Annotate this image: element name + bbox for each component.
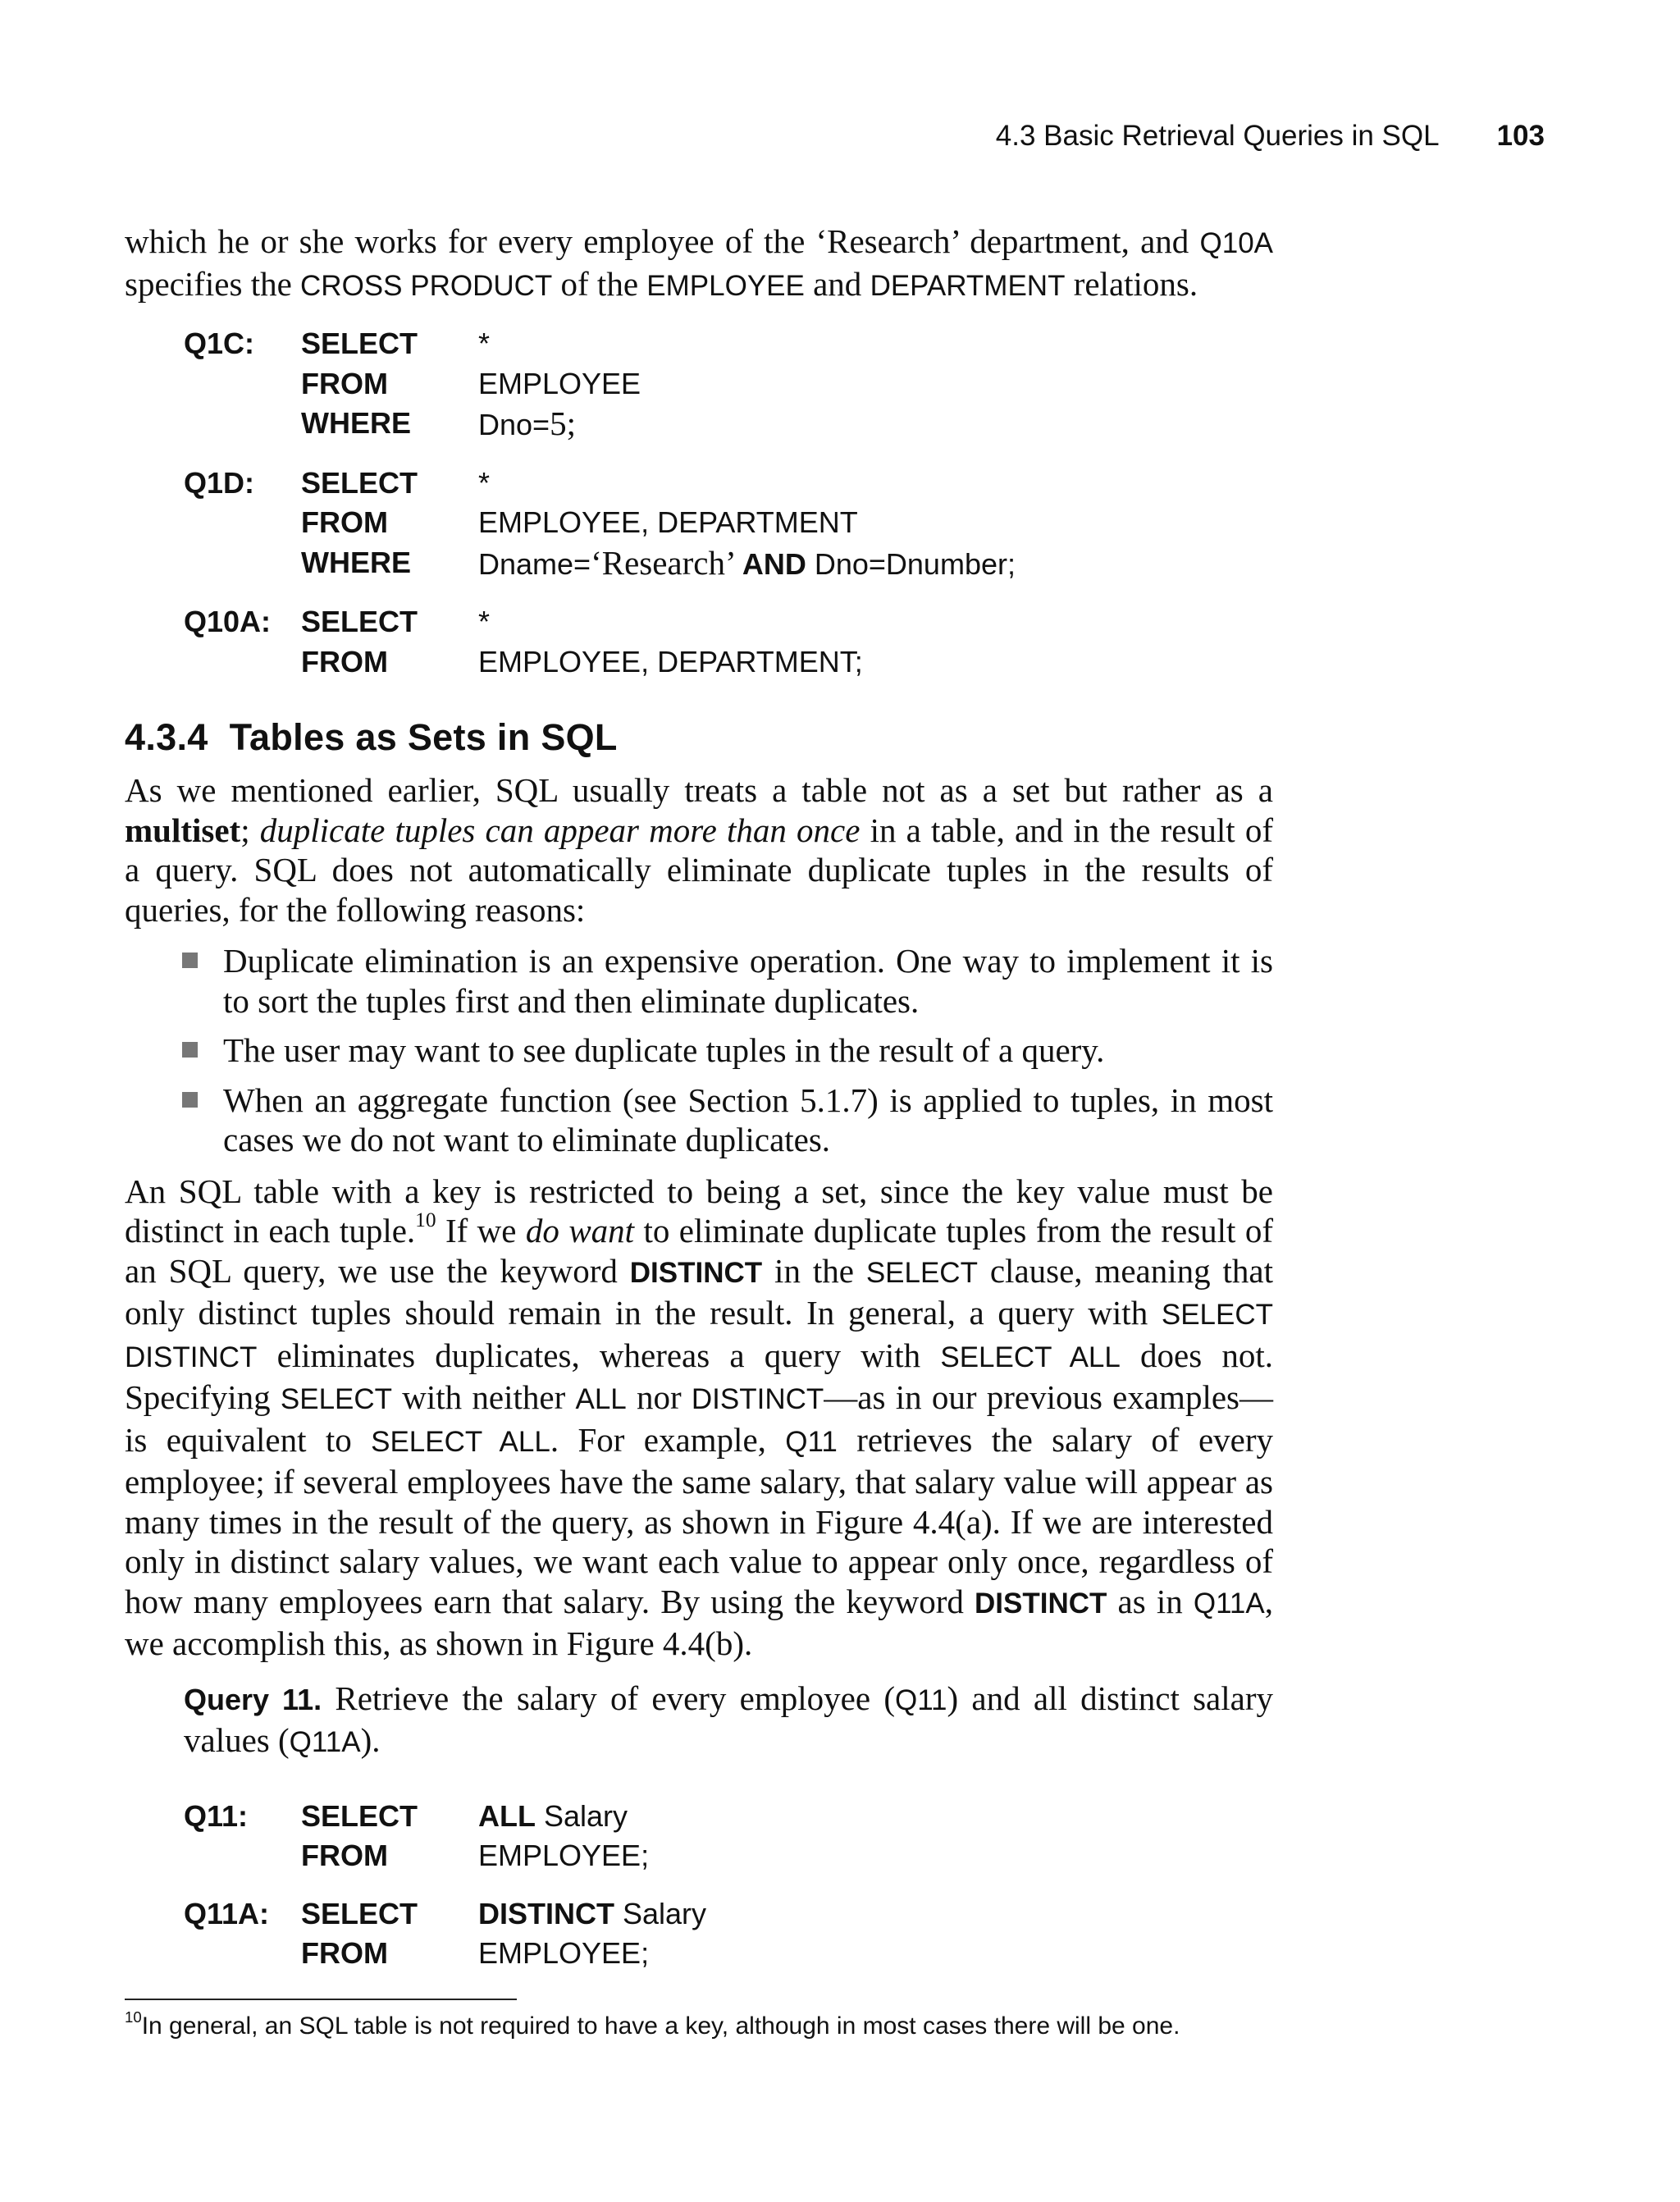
running-head bbox=[996, 120, 1545, 153]
sql-keyword: SELECT bbox=[301, 1798, 418, 1833]
query-label: Q11A: bbox=[184, 1896, 270, 1930]
list-item: When an aggregate function (see Section 5.1.7) is applied to tuples, in most cases we do not want to eliminate duplicates. bbox=[182, 1080, 1273, 1160]
query-q10a bbox=[184, 602, 1273, 682]
query-label: Q10A: bbox=[184, 605, 272, 638]
sql-keyword: SELECT bbox=[301, 1896, 418, 1930]
section-number: 4.3.4 bbox=[125, 716, 208, 758]
footnote-number: 10 bbox=[125, 2008, 142, 2026]
sql-argument: EMPLOYEE bbox=[478, 366, 641, 400]
sql-argument: Dno=5; bbox=[478, 404, 576, 442]
intro-code-department: DEPARTMENT bbox=[870, 269, 1066, 302]
query-label: Q11: bbox=[184, 1798, 249, 1833]
intro-code-q10a: Q10A bbox=[1199, 227, 1273, 259]
paragraph-multiset: As we mentioned earlier, SQL usually treats a table not as a set but rather as a multiset; duplicate tuples can appear more than once in a table, and in the result of a query. SQL does not automatically eliminate duplicate tuples in the results of queries, for the following reasons: bbox=[125, 771, 1273, 929]
section-heading bbox=[125, 716, 1273, 759]
page-number: 103 bbox=[1496, 120, 1545, 152]
sql-keyword: FROM bbox=[301, 1936, 388, 1970]
footnote-divider bbox=[125, 1999, 517, 2000]
intro-text: specifies the bbox=[125, 264, 301, 303]
sql-keyword: FROM bbox=[301, 1839, 388, 1872]
sql-argument: EMPLOYEE; bbox=[478, 1936, 650, 1970]
footnote bbox=[125, 2010, 1180, 2043]
intro-code-employee: EMPLOYEE bbox=[646, 269, 805, 302]
sql-argument: * bbox=[478, 605, 491, 638]
sql-argument: EMPLOYEE; bbox=[478, 1839, 650, 1872]
sql-keyword: SELECT bbox=[301, 605, 418, 638]
query-q1c bbox=[184, 324, 1273, 445]
sql-keyword: FROM bbox=[301, 644, 388, 678]
paragraph-distinct: An SQL table with a key is restricted to being a set, since the key value must be distinct in each tuple.$^{10}$ If we do want to eliminate duplicate tuples from the result of an SQL query, we use the keyword DISTINCT in the SELECT clause, meaning that only distinct tuples should remain in the result. In general, a query with SELECT DISTINCT eliminates duplicates, whereas a query with SELECT ALL does not. Specifying SELECT with neither ALL nor DISTINCT—as in our previous examples—is equivalent to SELECT ALL. For example, Q11 retrieves the salary of every employee; if several employees have the same salary, that salary value will appear as many times in the result of the query, as shown in Figure 4.4(a). If we are interested only in distinct salary values, we want each value to appear only once, regardless of how many employees earn that salary. By using the keyword DISTINCT as in Q11A, we accomplish this, as shown in Figure 4.4(b). bbox=[125, 1172, 1274, 1662]
query-label: Q1D: bbox=[184, 465, 255, 500]
sql-keyword: FROM bbox=[301, 366, 388, 400]
sql-keyword: FROM bbox=[301, 505, 388, 539]
sql-keyword: WHERE bbox=[301, 545, 411, 579]
bullet-square-icon bbox=[182, 1042, 198, 1058]
intro-text: which he or she works for every employee of the ‘Research’ department, and bbox=[125, 222, 1200, 260]
bullet-square-icon bbox=[182, 953, 198, 968]
sql-argument: EMPLOYEE, DEPARTMENT bbox=[478, 505, 858, 539]
query-q1d bbox=[184, 464, 1273, 585]
reasons-list bbox=[125, 941, 1273, 1160]
query-q11a bbox=[184, 1894, 1273, 1974]
query-11-title: Query 11. bbox=[184, 1682, 322, 1716]
sql-keyword: SELECT bbox=[301, 465, 418, 500]
intro-text: relations. bbox=[1065, 264, 1198, 303]
sql-argument: * bbox=[478, 465, 491, 500]
intro-paragraph bbox=[125, 222, 1273, 306]
page-body bbox=[125, 222, 1273, 1974]
sql-argument: ALL Salary bbox=[478, 1798, 628, 1833]
list-item: The user may want to see duplicate tuples in the result of a query. bbox=[182, 1030, 1273, 1071]
sql-argument: EMPLOYEE, DEPARTMENT; bbox=[478, 644, 863, 678]
running-head-title: 4.3 Basic Retrieval Queries in SQL bbox=[995, 120, 1440, 152]
sql-argument: DISTINCT Salary bbox=[478, 1896, 707, 1930]
query-q11 bbox=[184, 1797, 1273, 1876]
sql-argument: * bbox=[478, 327, 491, 360]
list-item: Duplicate elimination is an expensive operation. One way to implement it is to sort the tuples first and then eliminate duplicates. bbox=[182, 941, 1273, 1021]
intro-text: of the bbox=[552, 264, 647, 303]
footnote-marker: 10 bbox=[415, 1208, 436, 1231]
sql-argument: Dname=‘Research’ AND Dno=Dnumber; bbox=[478, 543, 1016, 582]
footnote-text: In general, an SQL table is not required to have a key, although in most cases there will be one. bbox=[141, 2012, 1180, 2040]
query-label: Q1C: bbox=[184, 327, 255, 360]
intro-text: and bbox=[804, 264, 870, 303]
section-title: Tables as Sets in SQL bbox=[229, 716, 618, 758]
sql-keyword: SELECT bbox=[301, 327, 418, 360]
bullet-square-icon bbox=[182, 1092, 198, 1108]
query-11-statement: Query 11. Retrieve the salary of every employee (Q11) and all distinct salary values (Q11A). bbox=[184, 1679, 1273, 1759]
intro-code-cross-product: CROSS PRODUCT bbox=[300, 269, 553, 302]
sql-keyword: WHERE bbox=[301, 406, 411, 440]
